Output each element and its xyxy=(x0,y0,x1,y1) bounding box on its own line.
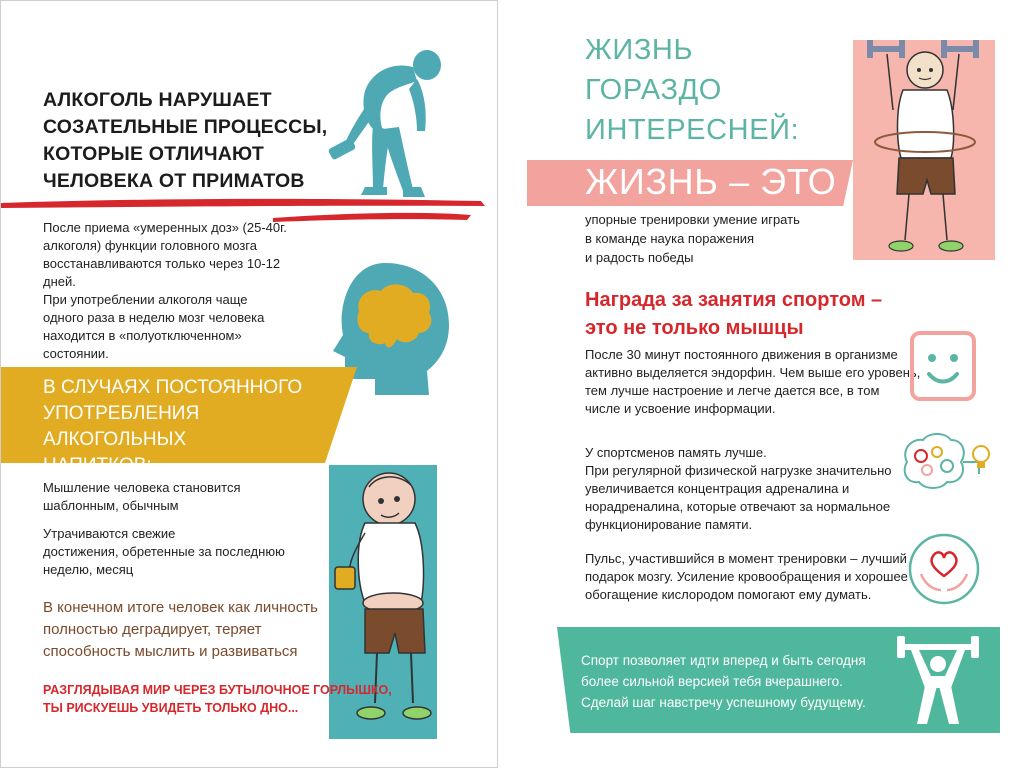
text-line: ТЫ РИСКУЕШЬ УВИДЕТЬ ТОЛЬКО ДНО... xyxy=(43,701,299,715)
text-line: обогащение кислородом помогают ему думать. xyxy=(585,587,872,602)
text-line: более сильной версией тебя вчерашнего. xyxy=(581,674,843,689)
banner-line: НАПИТКОВ: xyxy=(43,455,152,476)
text-line: числе и усвоение информации. xyxy=(585,401,776,416)
text-line: шаблонным, обычным xyxy=(43,498,179,513)
heading-line: Награда за занятия спортом – xyxy=(585,289,883,311)
text-line: норадреналина, которые отвечают за нормальное xyxy=(585,499,891,514)
life-title xyxy=(585,30,799,150)
life-subtitle xyxy=(585,210,800,267)
endorphin-paragraph xyxy=(585,346,920,418)
text-line: Сделай шаг навстречу успешному будущему. xyxy=(581,695,866,710)
heading-line: ЧЕЛОВЕКА ОТ ПРИМАТОВ xyxy=(43,170,305,192)
reward-heading xyxy=(585,286,882,342)
alcohol-heading xyxy=(43,87,327,195)
banner-line: В СЛУЧАЯХ ПОСТОЯННОГО xyxy=(43,377,303,398)
weightlifter-icon xyxy=(895,636,981,728)
text-line: находится в «полуотключенном» xyxy=(43,328,242,343)
text-line: и радость победы xyxy=(585,250,694,265)
sport-poster xyxy=(527,0,1024,768)
dose-paragraph xyxy=(43,219,287,363)
heading-line: КОТОРЫЕ ОТЛИЧАЮТ xyxy=(43,143,264,165)
conclusion-text xyxy=(43,597,318,663)
banner-line: УПОТРЕБЛЕНИЯ АЛКОГОЛЬНЫХ xyxy=(43,403,200,450)
heading-line: СОЗАТЕЛЬНЫЕ ПРОЦЕССЫ, xyxy=(43,116,328,138)
pulse-paragraph xyxy=(585,550,908,604)
dumbbell-athlete-illustration xyxy=(853,40,995,260)
text-line: После 30 минут постоянного движения в организме xyxy=(585,347,898,362)
text-line: достижения, обретенные за последнюю xyxy=(43,544,285,559)
effect-thinking xyxy=(43,479,241,515)
text-line: восстанавливаются только через 10-12 xyxy=(43,256,281,271)
text-line: Пульс, участившийся в момент тренировки – лучший xyxy=(585,551,907,566)
text-line: упорные тренировки умение играть xyxy=(585,212,800,227)
alcohol-poster xyxy=(0,0,498,768)
text-line: У спортсменов память лучше. xyxy=(585,445,767,460)
text-line: дней. xyxy=(43,274,76,289)
title-line: ГОРАЗДО xyxy=(585,74,722,106)
text-line: В конечном итоге человек как личность xyxy=(43,599,318,616)
text-line: тем лучше настроение и легче дается все, в том xyxy=(585,383,880,398)
text-line: одного раза в неделю мозг человека xyxy=(43,310,265,325)
effect-memory xyxy=(43,525,285,579)
text-line: Спорт позволяет идти вперед и быть сегодня xyxy=(581,653,866,668)
pink-banner-text: ЖИЗНЬ – ЭТО xyxy=(585,161,837,202)
memory-paragraph xyxy=(585,444,891,534)
text-line: состоянии. xyxy=(43,346,109,361)
text-line: активно выделяется эндорфин. Чем выше его уровень, xyxy=(585,365,921,380)
text-line: увеличивается концентрация адреналина и xyxy=(585,481,850,496)
title-line: ЖИЗНЬ xyxy=(585,34,694,66)
text-line: При регулярной физической нагрузке значительно xyxy=(585,463,892,478)
title-line: ИНТЕРЕСНЕЙ: xyxy=(585,114,800,146)
text-line: в команде наука поражения xyxy=(585,231,755,246)
brain-gears-lightbulb-icon xyxy=(895,430,999,494)
text-line: При употреблении алкоголя чаще xyxy=(43,292,248,307)
warning-text xyxy=(43,681,392,717)
text-line: подарок мозгу. Усиление кровообращения и хорошее xyxy=(585,569,908,584)
text-line: неделю, месяц xyxy=(43,562,134,577)
text-line: способность мыслить и развиваться xyxy=(43,643,298,660)
heart-hands-icon xyxy=(907,532,981,606)
heading-line: это не только мышцы xyxy=(585,317,804,339)
drunk-man-silhouette-icon xyxy=(321,39,451,201)
yellow-banner-text xyxy=(43,375,343,479)
smiley-face-icon xyxy=(909,330,977,402)
heading-line: АЛКОГОЛЬ НАРУШАЕТ xyxy=(43,89,272,111)
mint-footer-text xyxy=(581,650,866,713)
text-line: полностью деградирует, теряет xyxy=(43,621,262,638)
text-line: Мышление человека становится xyxy=(43,480,241,495)
text-line: Утрачиваются свежие xyxy=(43,526,176,541)
text-line: алкоголя) функции головного мозга xyxy=(43,238,257,253)
text-line: После приема «умеренных доз» (25-40г. xyxy=(43,220,287,235)
text-line: функционирование памяти. xyxy=(585,517,753,532)
text-line: РАЗГЛЯДЫВАЯ МИР ЧЕРЕЗ БУТЫЛОЧНОЕ ГОРЛЫШКО, xyxy=(43,683,392,697)
